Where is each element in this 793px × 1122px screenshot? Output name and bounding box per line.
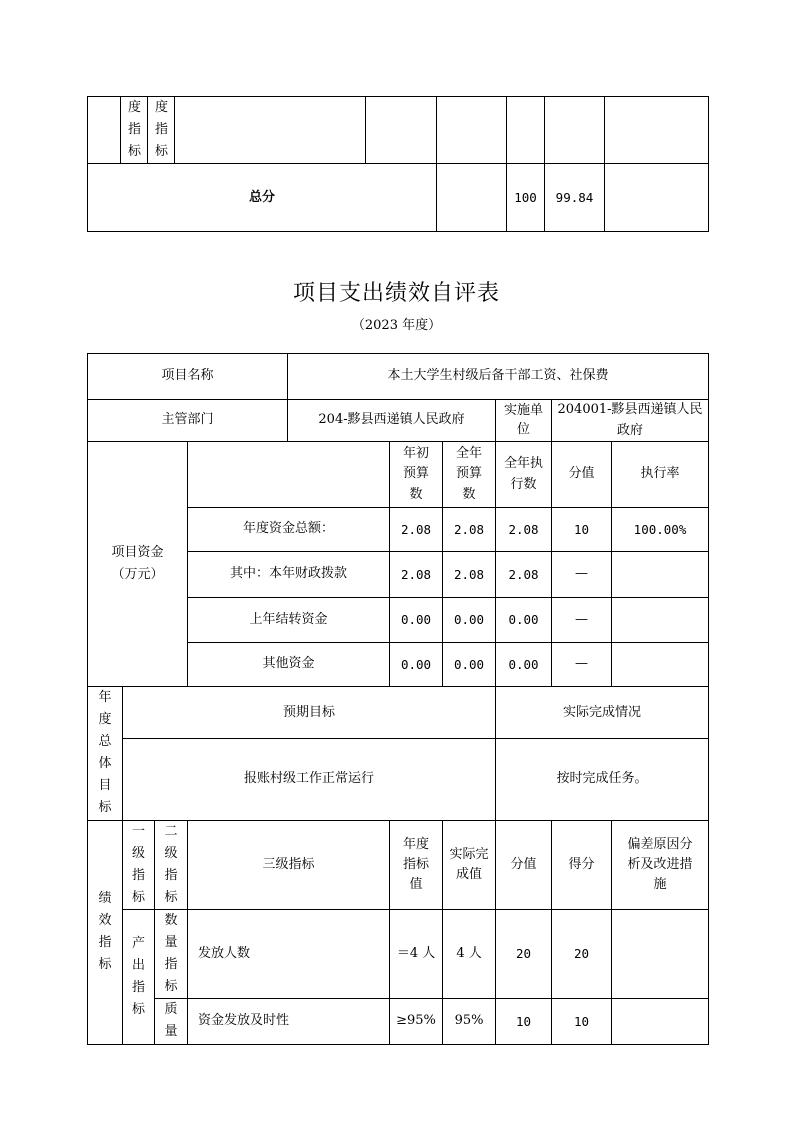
ind-header-level3: 三级指标 bbox=[188, 820, 390, 909]
funds-row-score-val: — bbox=[552, 643, 612, 687]
ind-row-name: 发放人数 bbox=[188, 909, 390, 998]
funds-row-rate: 100.00% bbox=[612, 508, 709, 552]
ind-header-actual: 实际完成值 bbox=[443, 820, 496, 909]
ind-header-score-val: 分值 bbox=[496, 820, 552, 909]
goals-actual-value: 按时完成任务。 bbox=[496, 739, 709, 820]
page-subtitle: （2023 年度） bbox=[351, 318, 442, 333]
funds-row-rate bbox=[612, 552, 709, 598]
goals-actual-label: 实际完成情况 bbox=[496, 687, 709, 739]
funds-row-label: 其他资金 bbox=[188, 643, 390, 687]
goals-section-label: 年度总体目标 bbox=[88, 687, 123, 821]
ind-row-level2: 数量指标 bbox=[155, 909, 188, 998]
ind-row-actual: 95% bbox=[443, 999, 496, 1044]
ind-row-score-val: 20 bbox=[496, 909, 552, 998]
funds-row-label: 上年结转资金 bbox=[188, 598, 390, 643]
ind-header-level2: 二级指标 bbox=[155, 820, 188, 909]
ind-row-name: 资金发放及时性 bbox=[188, 999, 390, 1044]
ind-header-score: 得分 bbox=[552, 820, 612, 909]
cont-blank-cell bbox=[88, 97, 121, 164]
ind-row-target: ＝4 人 bbox=[390, 909, 443, 998]
funds-row-exec: 2.08 bbox=[496, 508, 552, 552]
funds-row-rate bbox=[612, 598, 709, 643]
cont-empty-cell bbox=[507, 97, 545, 164]
page-title: 项目支出绩效自评表 bbox=[292, 281, 500, 306]
total-empty bbox=[437, 164, 507, 232]
ind-row-reason bbox=[612, 999, 709, 1044]
funds-header-budget: 全年预算数 bbox=[443, 442, 496, 508]
top-continuation-table bbox=[87, 96, 709, 232]
cont-empty-cell bbox=[605, 97, 709, 164]
project-name-label: 项目名称 bbox=[88, 354, 288, 400]
ind-header-reason: 偏差原因分析及改进措施 bbox=[612, 820, 709, 909]
ind-row-score-val: 10 bbox=[496, 999, 552, 1044]
funds-row-budget: 0.00 bbox=[443, 643, 496, 687]
funds-row-init: 0.00 bbox=[390, 598, 443, 643]
self-evaluation-table bbox=[87, 353, 709, 1045]
dept-value: 204-黟县西递镇人民政府 bbox=[288, 400, 496, 442]
total-label: 总分 bbox=[88, 164, 437, 232]
ind-row-score: 20 bbox=[552, 909, 612, 998]
ind-row-reason bbox=[612, 909, 709, 998]
funds-row-score-val: — bbox=[552, 598, 612, 643]
funds-row-score-val: 10 bbox=[552, 508, 612, 552]
funds-row-exec: 0.00 bbox=[496, 598, 552, 643]
ind-row-level2: 质量 bbox=[155, 999, 188, 1044]
funds-row-budget: 2.08 bbox=[443, 508, 496, 552]
funds-row-label: 其中：本年财政拨款 bbox=[188, 552, 390, 598]
funds-row-rate bbox=[612, 643, 709, 687]
funds-row-budget: 2.08 bbox=[443, 552, 496, 598]
funds-row-init: 2.08 bbox=[390, 552, 443, 598]
cont-level-cell-2: 度指标 bbox=[148, 97, 175, 164]
funds-section-label: 项目资金（万元） bbox=[88, 442, 188, 687]
funds-row-label: 年度资金总额： bbox=[188, 508, 390, 552]
funds-row-init: 0.00 bbox=[390, 643, 443, 687]
cont-empty-cell bbox=[175, 97, 366, 164]
funds-header-blank bbox=[188, 442, 390, 508]
ind-header-target: 年度指标值 bbox=[390, 820, 443, 909]
funds-header-init: 年初预算数 bbox=[390, 442, 443, 508]
cont-empty-cell bbox=[437, 97, 507, 164]
funds-row-init: 2.08 bbox=[390, 508, 443, 552]
funds-row-exec: 0.00 bbox=[496, 643, 552, 687]
goals-expected-label: 预期目标 bbox=[123, 687, 496, 739]
impl-value: 204001-黟县西递镇人民政府 bbox=[552, 400, 709, 442]
cont-empty-cell bbox=[545, 97, 605, 164]
total-score: 99.84 bbox=[545, 164, 605, 232]
ind-row-score: 10 bbox=[552, 999, 612, 1044]
funds-row-budget: 0.00 bbox=[443, 598, 496, 643]
goals-expected-value: 报账村级工作正常运行 bbox=[123, 739, 496, 820]
indicators-section-label: 绩效指标 bbox=[88, 820, 123, 1044]
dept-label: 主管部门 bbox=[88, 400, 288, 442]
ind-row-actual: 4 人 bbox=[443, 909, 496, 998]
cont-empty-cell bbox=[366, 97, 437, 164]
ind-header-level1: 一级指标 bbox=[123, 820, 155, 909]
funds-header-rate: 执行率 bbox=[612, 442, 709, 508]
funds-row-score-val: — bbox=[552, 552, 612, 598]
impl-label: 实施单位 bbox=[496, 400, 552, 442]
project-name-value: 本土大学生村级后备干部工资、社保费 bbox=[288, 354, 709, 400]
ind-level1-output: 产出指标 bbox=[123, 909, 155, 1044]
ind-row-target: ≥95% bbox=[390, 999, 443, 1044]
total-value: 100 bbox=[507, 164, 545, 232]
funds-row-exec: 2.08 bbox=[496, 552, 552, 598]
cont-level-cell: 度指标 bbox=[121, 97, 148, 164]
total-empty-2 bbox=[605, 164, 709, 232]
funds-header-exec: 全年执行数 bbox=[496, 442, 552, 508]
funds-header-score-val: 分值 bbox=[552, 442, 612, 508]
